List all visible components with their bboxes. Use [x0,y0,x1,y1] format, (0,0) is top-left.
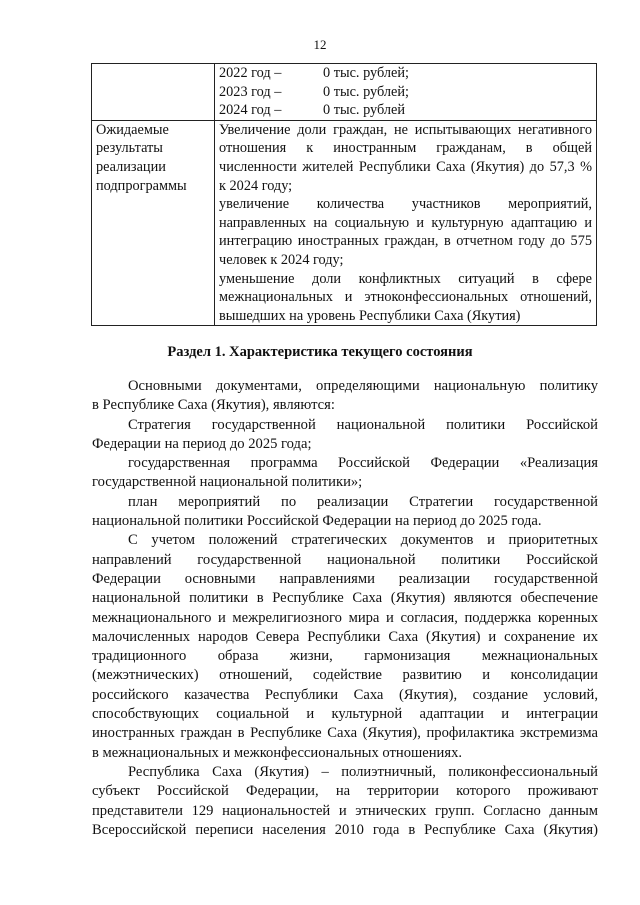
financing-row [92,64,597,121]
label-line: результаты [96,140,163,157]
expected-results-text [215,120,597,326]
results-line: вышедших на уровень Республики Саха (Якутия) [219,307,521,324]
body-line: Всероссийской переписи населения 2010 года в Республике Саха (Якутия) [92,821,598,838]
results-line: Увеличение доли граждан, не испытывающих негативного [219,121,592,138]
financing-label-cell [92,64,215,121]
financing-year: 2024 год – [219,102,282,119]
results-line: направленных на социальную и культурную адаптацию и [219,214,592,231]
body-line: Республика Саха (Якутия) – полиэтничный, поликонфессиональный [128,763,598,780]
financing-amount: 0 тыс. рублей; [323,65,410,81]
body-line: представители 129 национальностей и этнических групп. Согласно данным [92,802,598,819]
expected-results-row [92,120,597,326]
section-heading: Раздел 1. Характеристика текущего состояния [167,344,473,360]
body-line: С учетом положений стратегических документов и приоритетных [128,532,598,549]
label-line: реализации [96,158,166,175]
body-line: направлений государственной национальной политики Российской [92,551,598,568]
financing-line [219,83,592,102]
body-line: в межнациональных и межконфессиональных отношениях. [92,744,463,761]
financing-year: 2023 год – [219,83,282,100]
financing-line [219,64,592,83]
body-line: государственной национальной политики»; [92,474,363,491]
label-line: Ожидаемые [96,121,169,138]
body-line: иностранных граждан в Республике Саха (Якутия), профилактика экстремизма [92,725,598,742]
financing-amount: 0 тыс. рублей [323,102,406,119]
body-line: государственная программа Российской Федерации «Реализация [128,455,598,472]
results-line: к 2024 году; [219,177,293,194]
body-line: Стратегия государственной национальной политики Российской [128,416,598,433]
body-line: национальной политики Российской Федерации на период до 2025 года. [92,513,542,530]
program-passport-table [91,63,597,326]
body-line: национальной политики в Республике Саха (Якутия) являются обеспечение [92,590,598,607]
results-line: межнациональных и этноконфессиональных отношений, [219,289,592,306]
results-line: численности жителей Республики Саха (Якутия) до 57,3 % [219,158,592,175]
page-number: 12 [313,37,327,52]
body-line: Основными документами, определяющими национальную политику [128,378,598,394]
body-line: традиционного образа жизни, гармонизация межнациональных [92,648,598,665]
results-line: уменьшение доли конфликтных ситуаций в сфере [219,270,592,287]
financing-year: 2022 год – [219,65,282,81]
body-line: план мероприятий по реализации Стратегии государственной [128,493,598,510]
results-line: человек к 2024 году; [219,251,344,268]
body-line: малочисленных народов Севера Республики Саха (Якутия) и сохранение их [92,628,598,645]
body-line: Федерации на период до 2025 года; [92,435,312,452]
results-line: интеграцию иностранных граждан, в отчетном году до 575 [219,233,592,250]
body-line: межнационального и межрелигиозного мира и согласия, поддержка коренных [92,609,598,626]
label-line: подпрограммы [96,177,187,194]
results-line: увеличение количества участников мероприятий, [219,196,592,213]
body-line: российского казачества Республики Саха (Якутия), создание условий, [92,686,598,703]
financing-line [219,101,592,120]
body-line: Федерации основными направлениями реализации государственной [92,570,598,587]
body-line: в Республике Саха (Якутия), являются: [92,397,335,414]
results-line: отношения к иностранным гражданам, в общей [219,140,592,157]
expected-results-label [92,120,215,326]
financing-values-cell [215,64,597,121]
body-line: способствующих социальной и культурной адаптации и интеграции [92,706,598,723]
body-line: субъект Российской Федерации, на территории которого проживают [92,783,598,800]
body-text [92,377,598,840]
body-line: (межэтнических) отношений, содействие развитию и консолидации [92,667,598,684]
financing-amount: 0 тыс. рублей; [323,83,410,100]
